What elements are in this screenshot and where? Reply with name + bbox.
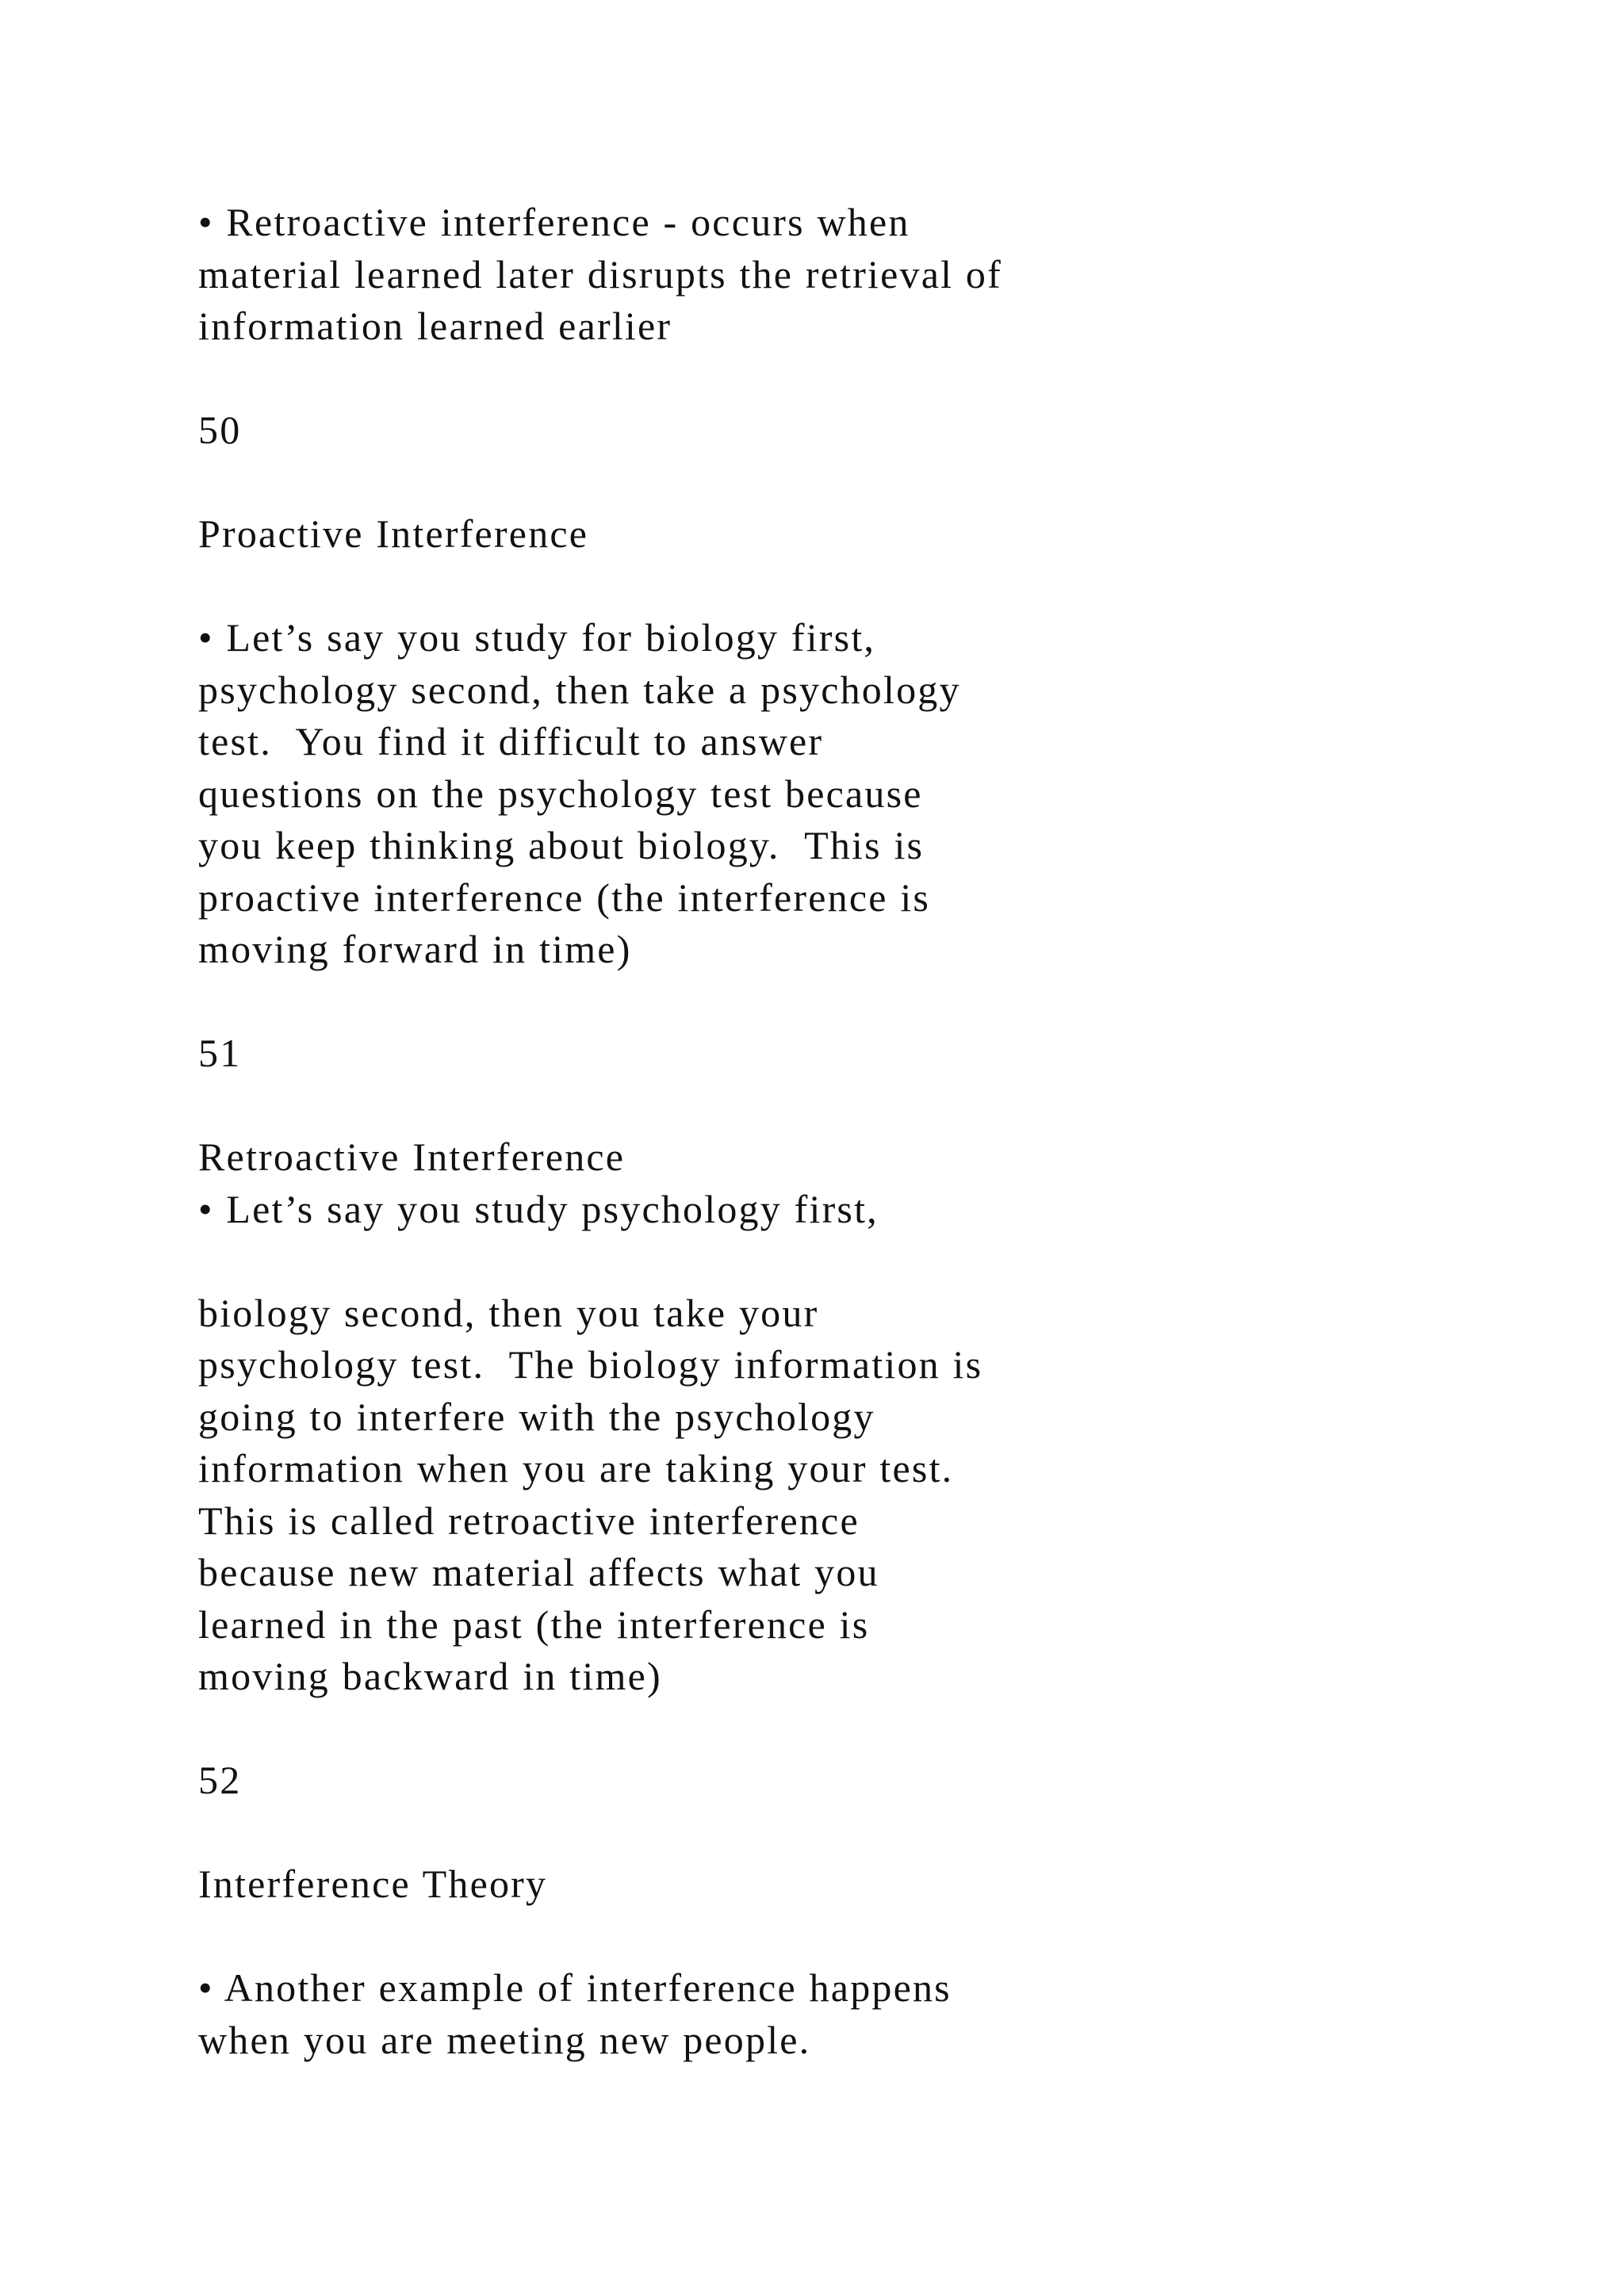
blank-line (198, 457, 1435, 509)
blank-line (198, 1080, 1435, 1132)
blank-line (198, 976, 1435, 1028)
retroactive-definition-line: • Retroactive interference - occurs when (198, 200, 910, 244)
proactive-text-line: moving forward in time) (198, 927, 632, 971)
retroactive-text-line: information when you are taking your test. (198, 1446, 954, 1490)
section-heading: Retroactive Interference (198, 1135, 626, 1179)
interference-theory-text-line: when you are meeting new people. (198, 2017, 811, 2062)
proactive-text-line: • Let’s say you study for biology first, (198, 615, 876, 660)
proactive-text-line: questions on the psychology test because (198, 771, 923, 816)
proactive-text-line: you keep thinking about biology. This is (198, 823, 925, 867)
blank-line (198, 1911, 1435, 1963)
blank-line (198, 1807, 1435, 1859)
page-number: 51 (198, 1031, 242, 1075)
retroactive-text-line: psychology test. The biology information is (198, 1342, 983, 1387)
section-heading: Proactive Interference (198, 511, 589, 556)
retroactive-text-line: • Let’s say you study psychology first, (198, 1186, 879, 1231)
proactive-text-line: test. You find it difficult to answer (198, 719, 824, 763)
section-heading: Interference Theory (198, 1862, 548, 1906)
page-number: 52 (198, 1758, 242, 1802)
retroactive-text-line: moving backward in time) (198, 1654, 662, 1698)
blank-line (198, 561, 1435, 613)
page-number: 50 (198, 408, 242, 452)
retroactive-text-line: This is called retroactive interference (198, 1498, 860, 1543)
retroactive-text-line: going to interfere with the psychology (198, 1394, 875, 1439)
interference-theory-text-line: • Another example of interference happens (198, 1965, 952, 2010)
retroactive-definition-line: material learned later disrupts the retrieval of (198, 251, 1002, 297)
proactive-text-line: proactive interference (the interference is (198, 874, 931, 920)
retroactive-text-line: because new material affects what you (198, 1550, 879, 1594)
blank-line (198, 1235, 1435, 1288)
document-text (198, 197, 1435, 2066)
blank-line (198, 1703, 1435, 1755)
retroactive-text-line: learned in the past (the interference is (198, 1601, 870, 1647)
retroactive-text-line: biology second, then you take your (198, 1290, 819, 1335)
proactive-text-line: psychology second, then take a psychology (198, 667, 961, 712)
retroactive-definition-line: information learned earlier (198, 304, 672, 348)
blank-line (198, 353, 1435, 405)
